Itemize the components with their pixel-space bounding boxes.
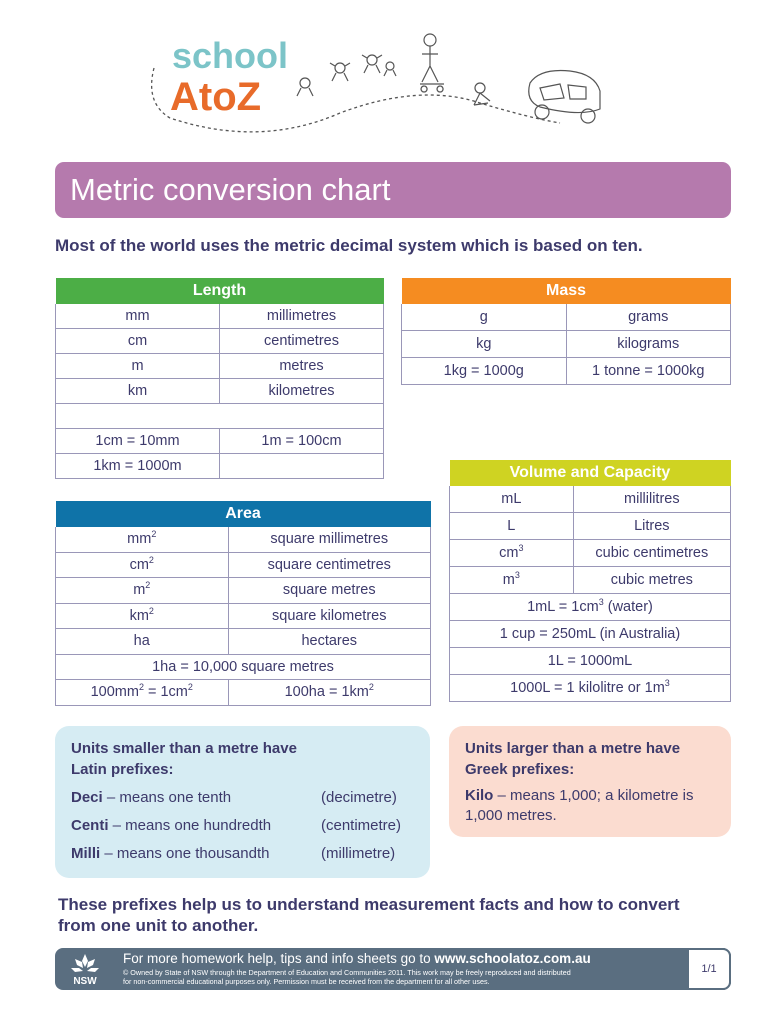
unit-abbreviation: $m^3$	[450, 567, 574, 594]
volume-capacity-table	[449, 459, 731, 702]
unit-abbreviation: km	[56, 379, 220, 404]
length-heading: Length	[56, 278, 384, 304]
table-row	[56, 429, 384, 454]
table-row	[56, 527, 431, 553]
conversion-cell: 1m = 100cm	[220, 429, 384, 454]
prefix-row: Milli – means one thousandth (millimetre)	[71, 845, 396, 862]
table-row	[450, 567, 731, 594]
table-row	[56, 629, 431, 655]
table-row	[56, 454, 384, 479]
table-row	[450, 540, 731, 567]
conversion-cell: 1ha = 10,000 square metres	[56, 654, 431, 680]
table-row	[56, 404, 384, 429]
unit-name: kilometres	[220, 379, 384, 404]
unit-abbreviation: cm	[56, 329, 220, 354]
area-table	[55, 500, 431, 706]
conversion-cell: $100ha = 1km^2$	[228, 680, 431, 706]
unit-name: hectares	[228, 629, 431, 655]
table-row	[56, 304, 384, 329]
title-banner	[55, 162, 731, 218]
blank-cell	[220, 454, 384, 479]
unit-name: square centimetres	[228, 552, 431, 578]
unit-name: centimetres	[220, 329, 384, 354]
unit-name: millimetres	[220, 304, 384, 329]
copyright-notice: © Owned by State of NSW through the Department of Education and Communities 2011. This work may be freely reproduced and distributed for non-commercial educational purposes only. Permission must be received from the department for all other uses.	[123, 968, 571, 986]
unit-name: cubic centimetres	[573, 540, 730, 567]
unit-name: square kilometres	[228, 603, 431, 629]
footer-homework-text: For more homework help, tips and info sheets go to www.schoolatoz.com.au	[123, 951, 591, 966]
conversion-cell: 1000L = 1 kilolitre or $1m^3$	[450, 675, 731, 702]
unit-abbreviation: mL	[450, 486, 574, 513]
page-number: 1/1	[687, 948, 731, 990]
conversion-cell: 1kg = 1000g	[402, 358, 567, 385]
table-row	[56, 578, 431, 604]
unit-abbreviation: $m^2$	[56, 578, 229, 604]
prefix-row: Centi – means one hundredth (centimetre)	[71, 817, 402, 834]
unit-abbreviation: $cm^2$	[56, 552, 229, 578]
area-heading: Area	[56, 501, 431, 527]
unit-abbreviation: ha	[56, 629, 229, 655]
length-table	[55, 277, 384, 479]
unit-abbreviation: m	[56, 354, 220, 379]
unit-name: grams	[566, 304, 731, 331]
nsw-logo-text: NSW	[73, 976, 97, 987]
table-row	[402, 331, 731, 358]
unit-name: metres	[220, 354, 384, 379]
table-row	[402, 304, 731, 331]
prefix-row: Deci – means one tenth (decimetre)	[71, 789, 397, 806]
mass-table	[401, 277, 731, 385]
table-row	[56, 680, 431, 706]
table-row	[56, 654, 431, 680]
unit-abbreviation: g	[402, 304, 567, 331]
table-row	[450, 675, 731, 702]
table-row	[56, 552, 431, 578]
table-row	[450, 486, 731, 513]
conversion-cell: $1mL = 1cm^3$ (water)	[450, 594, 731, 621]
conversion-cell: 1cm = 10mm	[56, 429, 220, 454]
table-row	[56, 379, 384, 404]
latin-box-heading: Units smaller than a metre have Latin prefixes:	[71, 740, 297, 778]
nsw-logo	[67, 951, 103, 987]
unit-name: square metres	[228, 578, 431, 604]
volume-heading: Volume and Capacity	[450, 460, 731, 486]
logo-school-text: school	[172, 35, 289, 76]
kids-doodle-illustration	[297, 34, 600, 123]
unit-abbreviation: L	[450, 513, 574, 540]
table-row	[450, 621, 731, 648]
conclusion-text: These prefixes help us to understand measurement facts and how to convert from one unit to another.	[58, 895, 680, 935]
unit-name: millilitres	[573, 486, 730, 513]
table-row	[450, 594, 731, 621]
unit-name: Litres	[573, 513, 730, 540]
blank-cell	[56, 404, 384, 429]
conversion-cell: 1L = 1000mL	[450, 648, 731, 675]
website-link[interactable]: www.schoolatoz.com.au	[434, 951, 591, 966]
intro-text: Most of the world uses the metric decimal system which is based on ten.	[55, 236, 643, 255]
table-row	[56, 329, 384, 354]
footer-bar	[55, 948, 731, 990]
conversion-cell: 1km = 1000m	[56, 454, 220, 479]
conversion-cell: 1 tonne = 1000kg	[566, 358, 731, 385]
greek-prefixes-box	[449, 726, 731, 837]
table-row	[450, 648, 731, 675]
conversion-cell: 1 cup = 250mL (in Australia)	[450, 621, 731, 648]
table-row	[56, 603, 431, 629]
unit-name: cubic metres	[573, 567, 730, 594]
unit-abbreviation: $mm^2$	[56, 527, 229, 553]
unit-abbreviation: mm	[56, 304, 220, 329]
logo-atoz-text: AtoZ	[170, 75, 262, 119]
school-a-to-z-logo	[140, 28, 620, 138]
mass-heading: Mass	[402, 278, 731, 304]
greek-prefix-text: Kilo – means 1,000; a kilometre is 1,000 metres.	[465, 787, 694, 824]
page-title: Metric conversion chart	[70, 172, 391, 207]
table-row	[450, 513, 731, 540]
conversion-cell: $100mm^2 = 1cm^2$	[56, 680, 229, 706]
unit-abbreviation: $cm^3$	[450, 540, 574, 567]
unit-abbreviation: kg	[402, 331, 567, 358]
unit-name: kilograms	[566, 331, 731, 358]
table-row	[402, 358, 731, 385]
unit-abbreviation: $km^2$	[56, 603, 229, 629]
greek-box-heading: Units larger than a metre have Greek prefixes:	[465, 740, 681, 778]
table-row	[56, 354, 384, 379]
unit-name: square millimetres	[228, 527, 431, 553]
latin-prefixes-box	[55, 726, 430, 878]
